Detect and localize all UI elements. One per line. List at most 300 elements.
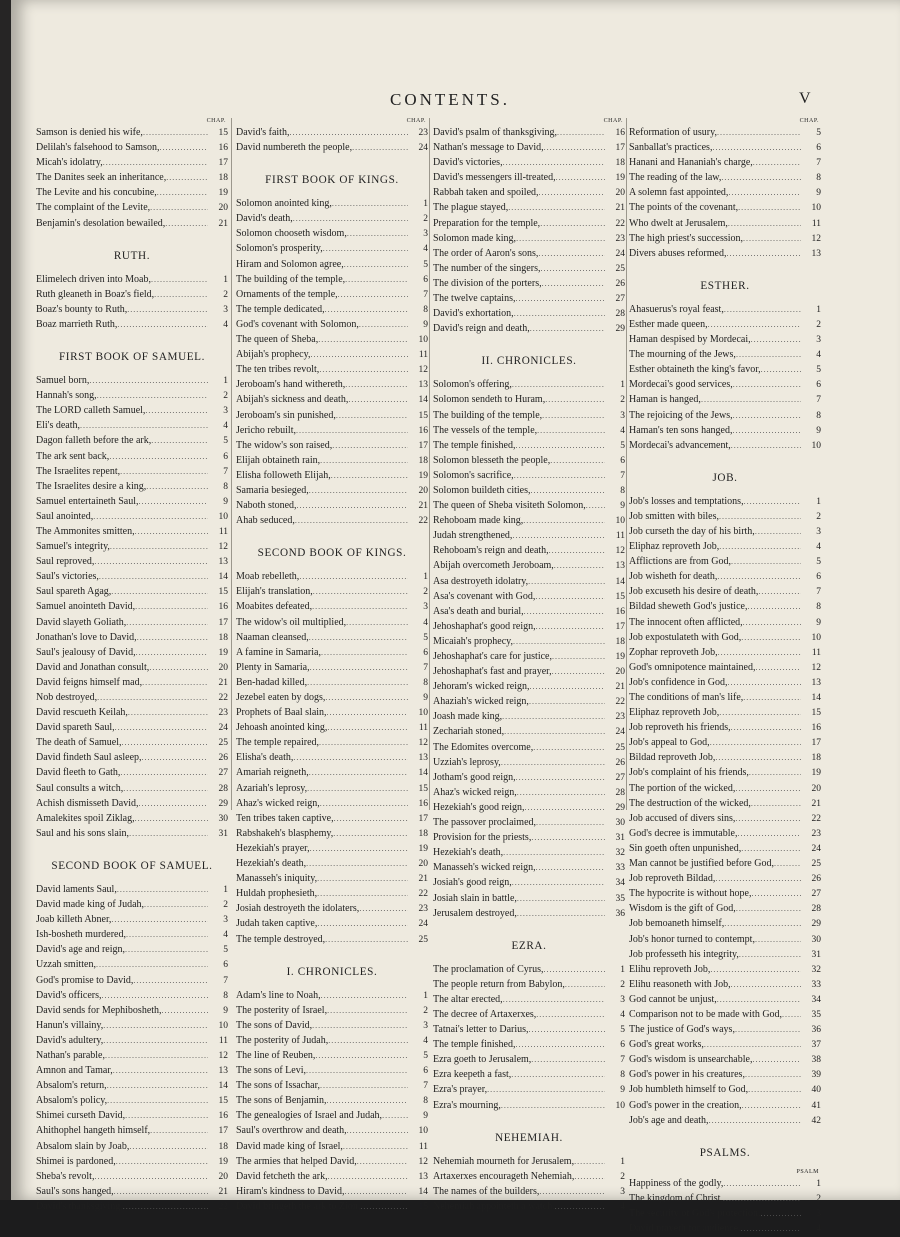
entry-title: The temple repaired, bbox=[236, 737, 320, 749]
contents-entry bbox=[433, 321, 625, 336]
chapter-number: 4 bbox=[223, 930, 228, 941]
chapter-number: 15 bbox=[418, 1201, 428, 1212]
contents-entry bbox=[433, 498, 625, 513]
chapter-number: 28 bbox=[811, 904, 821, 915]
entry-title: Saul spareth Agag, bbox=[36, 586, 112, 598]
chapter-number: 33 bbox=[811, 979, 821, 990]
contents-entry bbox=[629, 438, 821, 453]
entry-title: Afflictions are from God, bbox=[629, 556, 732, 568]
chapter-number: 14 bbox=[811, 693, 821, 703]
entry-title: Benjamin's desolation bewailed, bbox=[36, 217, 166, 229]
entry-title: Job's complaint of his friends, bbox=[629, 767, 749, 779]
contents-column-2 bbox=[236, 118, 428, 1214]
dot-leader bbox=[317, 916, 408, 931]
entry-title: David's age and reign, bbox=[36, 944, 125, 956]
contents-entry bbox=[629, 155, 821, 170]
contents-entry bbox=[629, 509, 821, 524]
dot-leader bbox=[523, 513, 605, 528]
contents-entry bbox=[629, 690, 821, 705]
chapter-number: 4 bbox=[620, 425, 625, 436]
dot-leader bbox=[717, 992, 801, 1007]
entry-title: David's adultery, bbox=[36, 1034, 104, 1046]
entry-title: Bildad sheweth God's justice, bbox=[629, 601, 748, 613]
contents-entry bbox=[236, 871, 428, 886]
contents-entry bbox=[629, 1067, 821, 1082]
chapter-number: 39 bbox=[811, 1070, 821, 1081]
entry-title: Saul and his sons slain, bbox=[36, 827, 130, 839]
contents-entry bbox=[433, 513, 625, 528]
contents-entry bbox=[236, 796, 428, 811]
dot-leader bbox=[327, 720, 408, 735]
chapter-number: 7 bbox=[423, 1081, 428, 1092]
chapter-number: 20 bbox=[811, 783, 821, 794]
dot-leader bbox=[715, 750, 801, 765]
dot-leader bbox=[516, 231, 605, 246]
dot-leader bbox=[723, 1176, 801, 1191]
dot-leader bbox=[307, 781, 408, 796]
chapter-number: 17 bbox=[615, 621, 625, 632]
entry-title: The sons of David, bbox=[236, 1019, 313, 1031]
entry-title: Ahab seduced, bbox=[236, 515, 295, 527]
contents-entry bbox=[629, 630, 821, 645]
entry-title: David numbereth the people, bbox=[236, 142, 353, 154]
dot-leader bbox=[126, 927, 208, 942]
chapter-number: 4 bbox=[816, 350, 821, 361]
chapter-number: 3 bbox=[816, 1208, 821, 1219]
entry-title: Adam's line to Noah, bbox=[236, 989, 321, 1001]
entry-title: Prophets of Baal slain, bbox=[236, 707, 327, 719]
entry-title: The proclamation of Cyrus, bbox=[433, 963, 544, 975]
contents-entry bbox=[36, 675, 228, 690]
dot-leader bbox=[295, 513, 408, 528]
dot-leader bbox=[525, 800, 606, 815]
contents-entry bbox=[433, 1098, 625, 1113]
chapter-number: 1 bbox=[620, 380, 625, 391]
dot-leader bbox=[103, 1033, 208, 1048]
chapter-number: 5 bbox=[816, 128, 821, 138]
chapter-number: 19 bbox=[218, 188, 228, 199]
entry-title: David laments Saul, bbox=[36, 883, 117, 895]
entry-title: Shimei is pardoned, bbox=[36, 1155, 116, 1167]
chapter-number: 16 bbox=[811, 723, 821, 734]
chapter-column-label: CHAP. bbox=[206, 118, 226, 124]
chapter-number: 32 bbox=[615, 848, 625, 859]
contents-entry bbox=[433, 1022, 625, 1037]
chapter-number: 21 bbox=[218, 1186, 228, 1197]
dot-leader bbox=[515, 438, 605, 453]
entry-title: David sends for Mephibosheth, bbox=[36, 1004, 162, 1016]
entry-title: The plague stayed, bbox=[433, 202, 509, 214]
contents-entry bbox=[433, 977, 625, 992]
entry-title: Artaxerxes encourageth Nehemiah, bbox=[433, 1170, 575, 1182]
contents-entry bbox=[629, 494, 821, 509]
dot-leader bbox=[99, 569, 208, 584]
contents-entry bbox=[629, 423, 821, 438]
chapter-number: 8 bbox=[816, 173, 821, 184]
chapter-number: 8 bbox=[423, 677, 428, 688]
chapter-number: 24 bbox=[418, 919, 428, 930]
chapter-number: 3 bbox=[423, 1020, 428, 1031]
contents-entry bbox=[236, 423, 428, 438]
dot-leader bbox=[741, 630, 801, 645]
dot-leader bbox=[554, 558, 605, 573]
entry-title: Azariah's leprosy, bbox=[236, 782, 308, 794]
dot-leader bbox=[531, 830, 605, 845]
contents-entry bbox=[433, 1199, 625, 1214]
dot-leader bbox=[123, 781, 208, 796]
entry-title: Abijah's prophecy, bbox=[236, 349, 311, 361]
contents-entry bbox=[433, 845, 625, 860]
chapter-number: 12 bbox=[418, 738, 428, 749]
chapter-number: 11 bbox=[811, 647, 821, 658]
contents-entry bbox=[433, 200, 625, 215]
contents-entry bbox=[629, 675, 821, 690]
chapter-number: 15 bbox=[615, 591, 625, 602]
chapter-number: 12 bbox=[811, 233, 821, 244]
dot-leader bbox=[138, 494, 208, 509]
contents-entry bbox=[629, 1082, 821, 1097]
contents-entry bbox=[433, 1037, 625, 1052]
dot-leader bbox=[536, 619, 605, 634]
dot-leader bbox=[502, 709, 605, 724]
entry-title: Job bemoaneth himself, bbox=[629, 918, 725, 930]
contents-entry bbox=[629, 246, 821, 261]
chapter-number: 19 bbox=[418, 470, 428, 481]
chapter-number: 23 bbox=[615, 233, 625, 244]
entry-title: The hypocrite is without hope, bbox=[629, 888, 752, 900]
dot-leader bbox=[719, 705, 801, 720]
entry-title: Elimelech driven into Moab, bbox=[36, 273, 151, 285]
dot-leader bbox=[89, 373, 208, 388]
chapter-number: 15 bbox=[418, 783, 428, 794]
dot-leader bbox=[310, 841, 408, 856]
entry-title: Job reproveth Bildad, bbox=[629, 873, 716, 885]
chapter-number: 7 bbox=[620, 470, 625, 481]
dot-leader bbox=[717, 569, 801, 584]
entry-title: Jehoshaphat's care for justice, bbox=[433, 651, 552, 662]
contents-entry bbox=[36, 897, 228, 912]
contents-entry bbox=[236, 660, 428, 675]
chapter-number: 38 bbox=[811, 1055, 821, 1066]
contents-entry bbox=[236, 483, 428, 498]
entry-title: David made king of Israel, bbox=[236, 1140, 343, 1152]
chapter-number: 7 bbox=[816, 158, 821, 169]
entry-title: The ten tribes revolt, bbox=[236, 364, 320, 376]
entry-title: Job curseth the day of his birth, bbox=[629, 525, 755, 537]
entry-title: Samson is denied his wife, bbox=[36, 127, 143, 138]
contents-entry bbox=[433, 906, 625, 921]
contents-entry bbox=[629, 524, 821, 539]
chapter-number: 5 bbox=[423, 259, 428, 270]
chapter-number: 7 bbox=[223, 975, 228, 986]
entry-title: Saul anointed, bbox=[36, 510, 94, 522]
entry-title: Job professeth his integrity, bbox=[629, 948, 739, 960]
dot-leader bbox=[539, 1184, 605, 1199]
chapter-number: 30 bbox=[615, 818, 625, 829]
entry-title: Tatnai's letter to Darius, bbox=[433, 1024, 529, 1036]
chapter-number: 7 bbox=[223, 466, 228, 477]
contents-entry bbox=[236, 392, 428, 407]
chapter-number: 1 bbox=[816, 496, 821, 507]
contents-entry bbox=[236, 513, 428, 528]
contents-entry bbox=[36, 988, 228, 1003]
chapter-number: 27 bbox=[615, 294, 625, 305]
contents-entry bbox=[236, 317, 428, 332]
contents-entry bbox=[36, 272, 228, 287]
contents-entry bbox=[36, 479, 228, 494]
dot-leader bbox=[120, 464, 208, 479]
chapter-number: 26 bbox=[218, 753, 228, 764]
dot-leader bbox=[748, 1082, 801, 1097]
dot-leader bbox=[320, 453, 408, 468]
chapter-number: 2 bbox=[620, 1171, 625, 1182]
contents-entry bbox=[629, 1098, 821, 1113]
contents-entry bbox=[36, 942, 228, 957]
dot-leader bbox=[352, 140, 408, 155]
entry-title: Abijah's sickness and death, bbox=[236, 394, 349, 406]
chapter-number: 36 bbox=[811, 1025, 821, 1036]
entry-title: Achish dismisseth David, bbox=[36, 797, 139, 809]
contents-entry bbox=[433, 1082, 625, 1097]
chapter-number: 22 bbox=[418, 889, 428, 900]
contents-entry bbox=[236, 241, 428, 256]
entry-title: The sons of Issachar, bbox=[236, 1080, 321, 1092]
contents-entry bbox=[236, 302, 428, 317]
entry-title: Hanun's villainy, bbox=[36, 1019, 104, 1031]
entry-title: Plenty in Samaria, bbox=[236, 661, 310, 673]
section-heading: FIRST BOOK OF SAMUEL. bbox=[58, 351, 206, 364]
entry-title: The Danites seek an inheritance, bbox=[36, 172, 167, 184]
entry-title: David and Jonathan consult, bbox=[36, 661, 150, 673]
chapter-number: 14 bbox=[218, 572, 228, 583]
contents-entry bbox=[629, 1007, 821, 1022]
chapter-number: 2 bbox=[816, 511, 821, 522]
dot-leader bbox=[538, 246, 605, 261]
contents-entry bbox=[36, 449, 228, 464]
chapter-number: 10 bbox=[811, 440, 821, 451]
entry-title: Man cannot be justified before God, bbox=[629, 858, 774, 870]
entry-title: The genealogies of Israel and Judah, bbox=[236, 1110, 383, 1122]
dot-leader bbox=[544, 140, 605, 155]
dot-leader bbox=[709, 1113, 801, 1128]
chapter-number: 11 bbox=[615, 531, 625, 542]
entry-title: Hiram's kindness to David, bbox=[236, 1185, 345, 1197]
contents-entry bbox=[236, 1063, 428, 1078]
chapter-number: 3 bbox=[223, 406, 228, 417]
entry-title: Ezra keepeth a fast, bbox=[433, 1069, 512, 1081]
chapter-number: 15 bbox=[218, 128, 228, 138]
contents-entry bbox=[433, 392, 625, 407]
contents-entry bbox=[433, 170, 625, 185]
entry-title: Solomon made king, bbox=[433, 232, 517, 244]
chapter-number: 6 bbox=[423, 1066, 428, 1077]
entry-title: The Edomites overcome, bbox=[433, 741, 534, 753]
contents-entry bbox=[236, 826, 428, 841]
entry-title: The death of Samuel, bbox=[36, 737, 122, 749]
dot-leader bbox=[321, 988, 408, 1003]
chapter-number: 2 bbox=[620, 395, 625, 406]
entry-title: Hiram and Solomon agree, bbox=[236, 258, 344, 270]
contents-entry bbox=[629, 796, 821, 811]
chapter-number: 13 bbox=[418, 380, 428, 391]
contents-entry bbox=[236, 196, 428, 211]
entry-title: Josiah slain in battle, bbox=[433, 892, 517, 904]
contents-entry bbox=[433, 468, 625, 483]
chapter-number: 28 bbox=[218, 783, 228, 794]
contents-entry bbox=[433, 755, 625, 770]
entry-title: David findeth Saul asleep, bbox=[36, 752, 142, 764]
entry-title: Solomon's offering, bbox=[433, 379, 512, 391]
entry-title: David's thanksgiving, bbox=[36, 1200, 123, 1212]
contents-entry bbox=[629, 216, 821, 231]
chapter-number: 11 bbox=[418, 1141, 428, 1152]
entry-title: Saul's jealousy of David, bbox=[36, 646, 136, 658]
dot-leader bbox=[111, 912, 208, 927]
contents-entry bbox=[433, 1052, 625, 1067]
contents-entry bbox=[433, 185, 625, 200]
contents-entry bbox=[36, 630, 228, 645]
dot-leader bbox=[113, 1063, 208, 1078]
contents-entry bbox=[629, 347, 821, 362]
dot-leader bbox=[97, 388, 208, 403]
dot-leader bbox=[128, 705, 208, 720]
chapter-number: 22 bbox=[811, 813, 821, 824]
contents-entry bbox=[236, 287, 428, 302]
chapter-number: 19 bbox=[218, 1156, 228, 1167]
column-divider bbox=[231, 118, 232, 810]
dot-leader bbox=[743, 231, 801, 246]
entry-title: Hannah's song, bbox=[36, 390, 97, 402]
entry-title: Moab rebelleth, bbox=[236, 571, 300, 583]
chapter-number: 10 bbox=[811, 632, 821, 643]
dot-leader bbox=[150, 200, 208, 215]
contents-entry bbox=[36, 125, 228, 140]
contents-entry bbox=[433, 679, 625, 694]
dot-leader bbox=[382, 1108, 408, 1123]
entry-title: Naaman cleansed, bbox=[236, 631, 309, 643]
contents-entry bbox=[36, 433, 228, 448]
contents-entry bbox=[236, 1033, 428, 1048]
entry-title: Hezekiah's good reign, bbox=[433, 801, 525, 813]
dot-leader bbox=[531, 483, 606, 498]
entry-title: The innocent often afflicted, bbox=[629, 616, 743, 628]
contents-entry bbox=[236, 705, 428, 720]
chapter-number: 14 bbox=[418, 768, 428, 779]
dot-leader bbox=[328, 1169, 408, 1184]
chapter-number: 9 bbox=[620, 1085, 625, 1096]
dot-leader bbox=[513, 634, 605, 649]
dot-leader bbox=[348, 392, 408, 407]
chapter-number: 9 bbox=[816, 617, 821, 628]
chapter-number: 24 bbox=[418, 143, 428, 154]
entry-title: The portion of the wicked, bbox=[629, 782, 736, 794]
contents-entry bbox=[629, 901, 821, 916]
chapter-number: 2 bbox=[223, 289, 228, 300]
contents-entry bbox=[36, 660, 228, 675]
entry-title: Josiah destroyeth the idolaters, bbox=[236, 903, 360, 915]
contents-entry bbox=[236, 1123, 428, 1138]
dot-leader bbox=[728, 185, 801, 200]
entry-title: Job humbleth himself to God, bbox=[629, 1084, 749, 1096]
contents-entry bbox=[433, 438, 625, 453]
dot-leader bbox=[517, 785, 605, 800]
contents-entry bbox=[433, 216, 625, 231]
dot-leader bbox=[555, 1199, 605, 1214]
contents-entry bbox=[629, 871, 821, 886]
contents-entry bbox=[236, 453, 428, 468]
dot-leader bbox=[530, 679, 606, 694]
entry-title: Moabites defeated, bbox=[236, 601, 313, 613]
chapter-number: 6 bbox=[620, 1040, 625, 1051]
dot-leader bbox=[317, 886, 408, 901]
contents-entry bbox=[629, 392, 821, 407]
entry-title: Samuel entertaineth Saul, bbox=[36, 495, 139, 507]
dot-leader bbox=[157, 185, 208, 200]
contents-entry bbox=[36, 765, 228, 780]
chapter-number: 2 bbox=[423, 214, 428, 225]
dot-leader bbox=[306, 856, 408, 871]
dot-leader bbox=[552, 649, 605, 664]
contents-entry bbox=[36, 882, 228, 897]
dot-leader bbox=[710, 962, 801, 977]
contents-entry bbox=[36, 973, 228, 988]
chapter-number: 15 bbox=[218, 587, 228, 598]
dot-leader bbox=[105, 1048, 208, 1063]
chapter-number: 18 bbox=[218, 173, 228, 184]
dot-leader bbox=[110, 539, 208, 554]
entry-title: The posterity of Israel, bbox=[236, 1004, 328, 1016]
dot-leader bbox=[753, 155, 801, 170]
chapter-number: 21 bbox=[615, 682, 625, 693]
chapter-number: 13 bbox=[811, 677, 821, 688]
entry-title: David's messengers ill-treated, bbox=[433, 172, 556, 184]
contents-entry bbox=[433, 453, 625, 468]
entry-title: The altar erected, bbox=[433, 993, 503, 1005]
dot-leader bbox=[721, 170, 801, 185]
entry-title: David slayeth Goliath, bbox=[36, 616, 127, 628]
entry-title: Ezra's mourning, bbox=[433, 1099, 501, 1111]
dot-leader bbox=[515, 1037, 605, 1052]
chapter-number: 28 bbox=[615, 309, 625, 320]
contents-entry bbox=[236, 645, 428, 660]
contents-entry bbox=[433, 664, 625, 679]
entry-title: The names of the builders, bbox=[433, 1185, 540, 1197]
section-heading: PSALMS. bbox=[699, 1146, 751, 1159]
dot-leader bbox=[574, 1169, 605, 1184]
dot-leader bbox=[735, 1022, 801, 1037]
contents-entry bbox=[236, 811, 428, 826]
dot-leader bbox=[123, 1199, 208, 1214]
entry-title: Jehoram's wicked reign, bbox=[433, 681, 530, 693]
contents-entry bbox=[433, 125, 625, 140]
entry-title: The Levite and his concubine, bbox=[36, 187, 157, 199]
entry-title: A solemn fast appointed, bbox=[629, 187, 729, 199]
contents-entry bbox=[236, 765, 428, 780]
entry-title: God's promise to David, bbox=[36, 974, 134, 986]
contents-entry bbox=[236, 1003, 428, 1018]
contents-entry bbox=[629, 962, 821, 977]
chapter-number: 1 bbox=[423, 199, 428, 210]
dot-leader bbox=[565, 977, 605, 992]
contents-entry bbox=[36, 584, 228, 599]
chapter-number: 8 bbox=[423, 1096, 428, 1107]
entry-title: The ark sent back, bbox=[36, 450, 110, 462]
chapter-number: 5 bbox=[620, 1025, 625, 1036]
dot-leader bbox=[512, 528, 605, 543]
chapter-number: 2 bbox=[423, 587, 428, 598]
entry-title: Hezekiah's prayer, bbox=[236, 842, 310, 854]
contents-entry bbox=[36, 811, 228, 826]
